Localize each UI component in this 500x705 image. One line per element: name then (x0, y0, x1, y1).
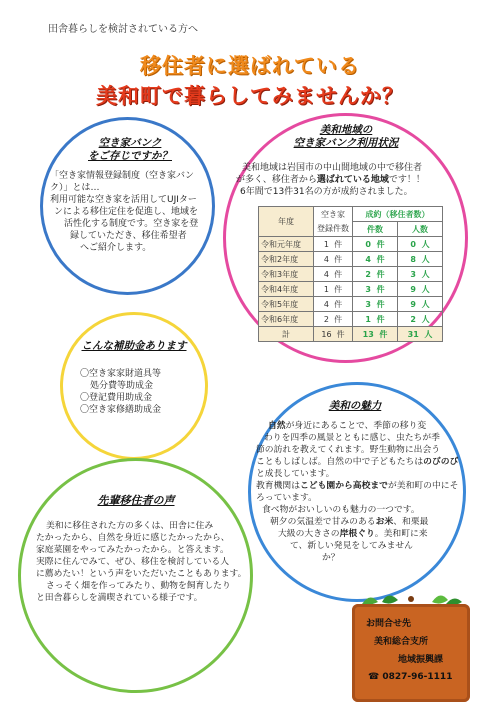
contact-department: 地域振興課 (398, 655, 444, 665)
subsidy-list (80, 368, 200, 416)
table-row: 令和4年度 1 件 3 件 9 人 (259, 282, 443, 297)
akiya-bank-description: 「空き家情報登録制度（空き家バン ク）」とは… 利用可能な空き家を活用してUJIター ンによる移住定住を促進し、地域を 活性化する制度です。空き家を登 録していただき、移住希望者 へご紹介します。 (50, 171, 199, 253)
table-row-total: 計 16 件 13 件 31 人 (259, 327, 443, 342)
table-header-people: 人数 (398, 222, 443, 237)
charm-description: 自然が身近にあることで、季節の移り変 わりを四季の風景とともに感じ、虫たちが季 節の訪れを教えてくれます。野生動物に出会う こともしばしば。自然の中で子どもたちはのびのび と成長しています。 教育機関はこども園から高校までが美和町の中にそ ろっています。 食べ物がおいしいのも魅力の一つです。 朝夕の気温差で甘みのあるお米、和栗最 大級の大きさの岸根ぐり。美和町に来 て、新しい発見をしてみません か？ (256, 421, 459, 563)
table-header-contract: 成約（移住者数） (353, 207, 443, 222)
charm-title: 美和の魅力 (328, 400, 382, 412)
usage-status-title: 美和地域の 空き家バンク利用状況 (293, 124, 399, 149)
table-header-count: 件数 (353, 222, 398, 237)
list-item: 〇空き家家財道具等 (80, 369, 162, 379)
list-item: 処分費等助成金 (90, 381, 154, 391)
table-row: 令和3年度 4 件 2 件 3 人 (259, 267, 443, 282)
list-item: 〇空き家修繕助成金 (80, 405, 162, 415)
table-row: 令和6年度 2 件 1 件 2 人 (259, 312, 443, 327)
akiya-bank-title: 空き家バンク をご存じですか？ (88, 137, 172, 162)
contact-label: お問合せ先 (366, 619, 412, 629)
headline-line1: 移住者に選ばれている (140, 54, 360, 78)
phone-icon: ☎ (368, 672, 380, 682)
contact-organization: 美和総合支所 (374, 637, 429, 647)
table-header-year: 年度 (259, 207, 314, 237)
list-item: 〇登記費用助成金 (80, 393, 153, 403)
usage-status-table (258, 206, 443, 342)
table-header-registered: 空き家 (314, 207, 353, 222)
usage-status-description: 美和地域は岩国市の中山間地域の中で移住者 が多く、移住者から選ばれている地域です！！ 6年間で13件31名の方が成約されました。 (236, 163, 425, 197)
voices-description: 美和に移住された方の多くは、田舎に住み たかったから、自然を身近に感じたかったから、 家庭菜園をやってみたかったから。と答えます。 実際に住んでみて、ぜひ、移住を検討している人 に薦めたい！という声をいただいたこともあります。 さっそく畑を作ってみたり、動物を飼育したり と田舎暮らしを満喫されている様子です。 (36, 521, 247, 603)
table-row: 令和2年度 4 件 4 件 8 人 (259, 252, 443, 267)
table-header-registered-2: 登録件数 (314, 222, 353, 237)
phone-number[interactable]: 0827-96-1111 (382, 672, 453, 682)
subsidy-title: こんな補助金あります (81, 340, 187, 352)
table-row: 令和元年度 1 件 0 件 0 人 (259, 237, 443, 252)
table-row: 令和5年度 4 件 3 件 9 人 (259, 297, 443, 312)
contact-phone (368, 672, 452, 682)
intro-text: 田舎暮らしを検討されている方へ (48, 24, 198, 35)
voices-title: 先輩移住者の声 (97, 494, 175, 507)
headline-line2: 美和町で暮らしてみませんか？ (96, 84, 404, 108)
